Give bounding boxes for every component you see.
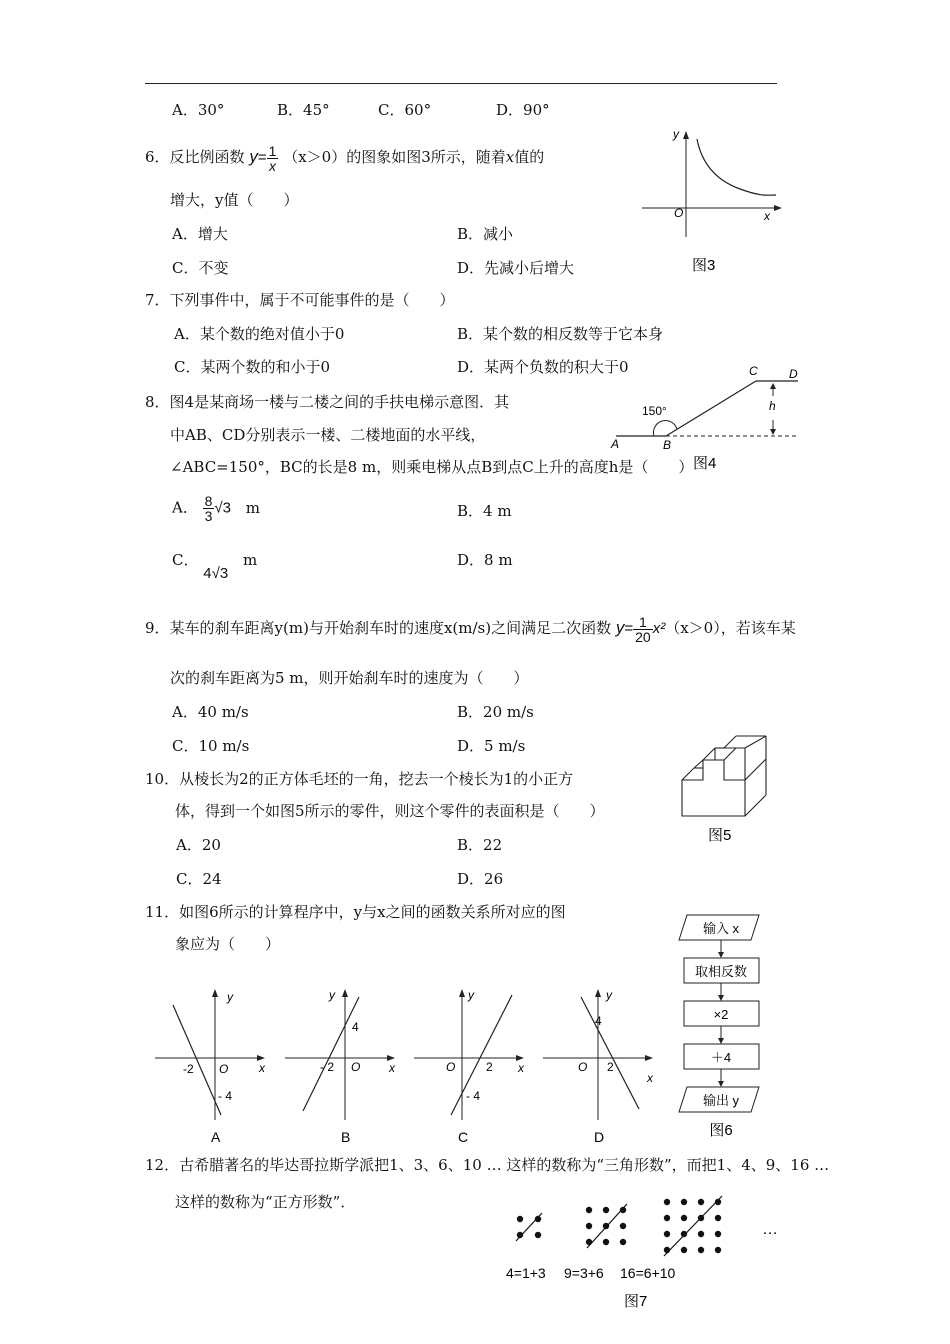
- q11-line1: 11．如图6所示的计算程序中，y与x之间的函数关系所对应的图: [145, 903, 566, 921]
- fig3-caption: 图3: [692, 257, 716, 274]
- fig7-eq-9: 9=3+6: [564, 1265, 604, 1281]
- flow-plus-4: ＋4: [710, 1050, 732, 1065]
- svg-text:y: y: [468, 988, 474, 1002]
- header-rule: [145, 83, 777, 84]
- fig3-origin-label: O: [674, 206, 684, 220]
- fig3-y-label: y: [673, 127, 679, 141]
- svg-text:-2: -2: [183, 1062, 194, 1076]
- flow-input: 输入 x: [702, 921, 740, 936]
- flow-times-2: ×2: [713, 1007, 729, 1022]
- svg-text:O: O: [446, 1060, 456, 1074]
- fig4-caption: 图4: [693, 455, 717, 472]
- q7-option-a[interactable]: A．某个数的绝对值小于0: [174, 325, 345, 343]
- q9-line2: 次的刹车距离为5 m，则开始刹车时的速度为（ ）: [170, 669, 529, 687]
- svg-text:O: O: [219, 1062, 229, 1076]
- q6-line2: 增大，y值（ ）: [170, 191, 299, 209]
- q7-stem: 7．下列事件中，属于不可能事件的是（ ）: [145, 291, 455, 309]
- q6-option-d[interactable]: D．先减小后增大: [457, 259, 575, 277]
- q10-option-c[interactable]: C．24: [176, 870, 222, 888]
- q5-option-d[interactable]: D．90°: [496, 101, 550, 119]
- fig7-caption: 图7: [624, 1293, 648, 1310]
- q10-option-d[interactable]: D．26: [457, 870, 504, 888]
- fig6-caption: 图6: [709, 1122, 733, 1139]
- graph-option-d[interactable]: [543, 985, 663, 1150]
- q8-line2: 中AB、CD分别表示一楼、二楼地面的水平线，: [170, 426, 486, 444]
- flow-negate: 取相反数: [694, 964, 748, 979]
- svg-text:x: x: [259, 1061, 265, 1075]
- svg-text:O: O: [351, 1060, 361, 1074]
- figure-6-flowchart: [675, 910, 775, 1142]
- q10-line2: 体，得到一个如图5所示的零件，则这个零件的表面积是（ ）: [175, 802, 605, 820]
- q9-option-b[interactable]: B．20 m/s: [457, 703, 534, 721]
- q8-line3: ∠ABC=150°，BC的长是8 m，则乘电梯从点B到点C上升的高度h是（ ）: [170, 458, 694, 476]
- fig7-eq-4: 4=1+3: [506, 1265, 546, 1281]
- svg-text:4: 4: [352, 1020, 359, 1034]
- q5-option-c[interactable]: C．60°: [378, 101, 432, 119]
- graph-option-b[interactable]: [285, 985, 405, 1150]
- svg-text:- 2: - 2: [320, 1060, 335, 1074]
- q9-option-c[interactable]: C．10 m/s: [172, 737, 250, 755]
- svg-text:2: 2: [607, 1060, 614, 1074]
- fig7-eq-16: 16=6+10: [620, 1265, 676, 1281]
- q8-option-c[interactable]: C． 4√3 m: [172, 551, 258, 582]
- fig4-label-c: C: [749, 364, 758, 378]
- q11-line2: 象应为（ ）: [175, 935, 281, 953]
- q7-option-c[interactable]: C．某两个数的和小于0: [174, 358, 331, 376]
- q10-line1: 10．从棱长为2的正方体毛坯的一角，挖去一个棱长为1的小正方: [145, 770, 574, 788]
- graph-b-letter: B: [341, 1129, 351, 1145]
- figure-7-dot-patterns: [500, 1192, 790, 1342]
- dots-9: [586, 1207, 626, 1245]
- q6-stem: 6．反比例函数 y= $\frac{1}{x}$ （x＞0）的图象如图3所示，随着x值的: [145, 142, 545, 174]
- figure-4-escalator: [608, 362, 808, 477]
- fig4-angle-label: 150°: [642, 404, 667, 418]
- q8-option-d[interactable]: D．8 m: [457, 551, 513, 569]
- figure-3-hyperbola: [640, 125, 785, 275]
- fig4-label-d: D: [789, 367, 798, 381]
- q9-option-a[interactable]: A．40 m/s: [172, 703, 249, 721]
- q10-option-b[interactable]: B．22: [457, 836, 503, 854]
- q12-line2: 这样的数称为“正方形数”．: [175, 1193, 356, 1211]
- q5-option-b[interactable]: B．45°: [277, 101, 330, 119]
- q8-option-b[interactable]: B．4 m: [457, 502, 512, 520]
- graph-a-letter: A: [211, 1129, 221, 1145]
- svg-text:x: x: [647, 1071, 653, 1085]
- svg-text:y: y: [329, 988, 335, 1002]
- graph-d-letter: D: [594, 1129, 605, 1145]
- flow-output: 输出 y: [702, 1093, 740, 1108]
- fig3-x-label: x: [764, 209, 770, 223]
- q12-line1: 12．古希腊著名的毕达哥拉斯学派把1、3、6、10 … 这样的数称为“三角形数”，而把1、4、9、16 …: [145, 1156, 830, 1174]
- svg-text:y: y: [606, 988, 612, 1002]
- svg-text:y: y: [227, 990, 233, 1004]
- q9-option-d[interactable]: D．5 m/s: [457, 737, 526, 755]
- q5-option-a[interactable]: A．30°: [172, 101, 225, 119]
- svg-text:2: 2: [486, 1060, 493, 1074]
- graph-c-letter: C: [458, 1129, 469, 1145]
- graph-option-a[interactable]: [155, 985, 275, 1150]
- q6-option-c[interactable]: C．不变: [172, 259, 229, 277]
- fig5-caption: 图5: [708, 827, 732, 844]
- graph-option-c[interactable]: [414, 985, 534, 1150]
- fig4-label-b: B: [663, 438, 672, 452]
- q7-option-b[interactable]: B．某个数的相反数等于它本身: [457, 325, 664, 343]
- q8-line1: 8．图4是某商场一楼与二楼之间的手扶电梯示意图．其: [145, 393, 510, 411]
- fig4-label-a: A: [611, 437, 620, 451]
- figure-5-cube-part: [678, 732, 768, 847]
- q6-option-a[interactable]: A．增大: [172, 225, 228, 243]
- q6-option-b[interactable]: B．减小: [457, 225, 514, 243]
- svg-text:- 4: - 4: [466, 1089, 481, 1103]
- svg-text:4: 4: [595, 1014, 602, 1028]
- svg-text:x: x: [518, 1061, 524, 1075]
- svg-text:O: O: [578, 1060, 588, 1074]
- q8-option-a[interactable]: A． $\frac{8}{3}$ √3 m: [172, 493, 261, 524]
- q9-line1: 9．某车的刹车距离y(m)与开始刹车时的速度x(m/s)之间满足二次函数 y= $\frac{1}{20}$ x²（x＞0），若该车某: [145, 613, 796, 645]
- svg-text:- 4: - 4: [218, 1089, 233, 1103]
- q10-option-a[interactable]: A．20: [176, 836, 221, 854]
- q7-option-d[interactable]: D．某两个负数的积大于0: [457, 358, 629, 376]
- fig7-ellipsis: …: [762, 1221, 778, 1238]
- fig4-label-h: h: [769, 399, 776, 413]
- svg-text:x: x: [389, 1061, 395, 1075]
